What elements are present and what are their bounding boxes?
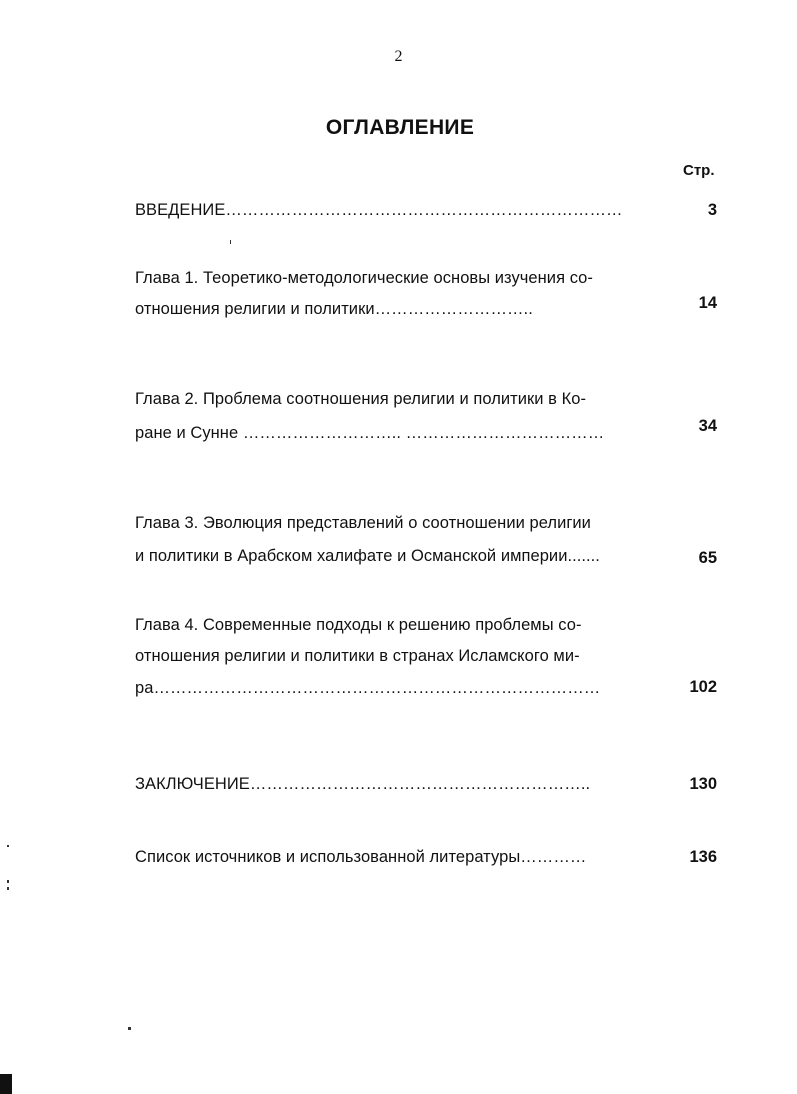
toc-entry-page: 34 [698,417,717,435]
toc-entry-page: 14 [698,294,717,312]
toc-entry-line: отношения религии и политики в странах Исламского ми- [135,647,580,665]
toc-entry-line: ране и Сунне ……………………….. ……………………………… [135,424,605,442]
scan-speck [128,1027,131,1030]
scan-speck [230,240,231,244]
toc-entry-line: Список источников и использованной литературы………… [135,848,587,866]
toc-entry-line: и политики в Арабском халифате и Османской империи....... [135,547,600,565]
toc-entry-line: ЗАКЛЮЧЕНИЕ…………………………………………………….. [135,775,591,793]
scan-speck [7,880,9,883]
toc-entry-line: Глава 2. Проблема соотношения религии и политики в Ко- [135,390,587,408]
page-number: 2 [394,48,403,65]
toc-entry-line: Глава 3. Эволюция представлений о соотношении религии [135,514,591,532]
toc-entry-line: Глава 4. Современные подходы к решению проблемы со- [135,616,582,634]
toc-entry-line: ра……………………………………………………………………… [135,679,601,697]
scan-speck [7,845,9,847]
toc-entry-page: 3 [707,201,717,219]
page-column-label: Стр. [683,162,715,179]
scan-edge-mark [0,1074,12,1094]
page-title: ОГЛАВЛЕНИЕ [325,116,475,139]
toc-entry-line: ВВЕДЕНИЕ……………………………………………………………… [135,201,623,219]
toc-entry-page: 65 [698,549,717,567]
scan-speck [7,887,9,890]
toc-entry-page: 102 [689,678,717,696]
toc-entry-page: 136 [689,848,717,866]
toc-entry-line: отношения религии и политики……………………….. [135,300,533,318]
toc-entry-line: Глава 1. Теоретико-методологические основы изучения со- [135,269,593,287]
toc-entry-page: 130 [689,775,717,793]
